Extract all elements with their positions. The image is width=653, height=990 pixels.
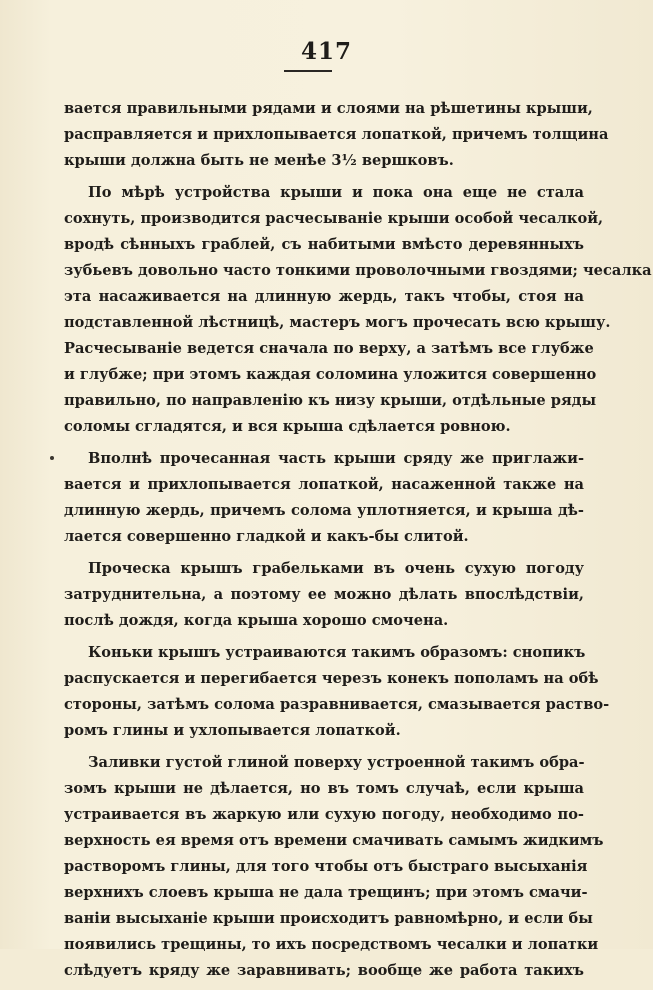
text-line: Заливки густой глиной поверху устроенной такимъ обра- [88, 754, 585, 771]
text-line: зубьевъ довольно часто тонкими проволочными гвоздями; чесалка [64, 262, 652, 279]
text-line: распускается и перегибается черезъ конекъ пополамъ на обѣ [64, 670, 599, 687]
paragraph [64, 446, 584, 550]
text-line: сохнуть, производится расчесываніе крыши особой чесалкой, [64, 210, 604, 227]
text-line: ромъ глины и ухлопывается лопаткой. [64, 722, 401, 739]
text-line: По мѣрѣ устройства крыши и пока она еще не стала [88, 184, 584, 201]
text-line: вается и прихлопывается лопаткой, насаженной также на [64, 476, 584, 493]
text-line: Расчесываніе ведется сначала по верху, а затѣмъ все глубже [64, 340, 594, 357]
text-line: лается совершенно гладкой и какъ-бы слитой. [64, 528, 469, 545]
body-text [64, 96, 652, 990]
paragraph [64, 556, 584, 634]
text-line: вается правильными рядами и слоями на рѣшетины крыши, [64, 100, 593, 117]
text-line: Проческа крышъ грабельками въ очень сухую погоду [88, 560, 584, 577]
page-number-rule [284, 70, 332, 72]
text-line: подставленной лѣстницѣ, мастеръ могъ прочесать всю крышу. [64, 314, 611, 331]
text-line: эта насаживается на длинную жердь, такъ чтобы, стоя на [64, 288, 584, 305]
text-line: соломы сгладятся, и вся крыша сдѣлается ровною. [64, 418, 511, 435]
text-line: растворомъ глины, для того чтобы отъ быстраго высыханія [64, 858, 588, 875]
text-line: крыши должна быть не менѣе 3½ вершковъ. [64, 152, 454, 169]
text-line: устраивается въ жаркую или сухую погоду, необходимо по- [64, 806, 584, 823]
text-line: и глубже; при этомъ каждая соломина уложится совершенно [64, 366, 597, 383]
paragraph [64, 750, 604, 984]
text-line: Вполнѣ прочесанная часть крыши сряду же приглажи- [88, 450, 584, 467]
text-line: расправляется и прихлопывается лопаткой, причемъ толщина [64, 126, 609, 143]
page-number: 417 [300, 38, 352, 65]
text-line: вродѣ сѣнныхъ граблей, съ набитыми вмѣсто деревянныхъ [64, 236, 584, 253]
text-line: длинную жердь, причемъ солома уплотняется, и крыша дѣ- [64, 502, 584, 519]
text-line: зомъ крыши не дѣлается, но въ томъ случаѣ, если крыша [64, 780, 584, 797]
text-line: появились трещины, то ихъ посредствомъ чесалки и лопатки [64, 936, 599, 953]
paragraph [64, 640, 610, 744]
ink-blot [50, 456, 54, 460]
text-line: верхность ея время отъ времени смачивать самымъ жидкимъ [64, 832, 604, 849]
text-line: верхнихъ слоевъ крыша не дала трещинъ; при этомъ смачи- [64, 884, 588, 901]
text-line: слѣдуетъ кряду же заравнивать; вообще же работа такихъ [64, 962, 584, 979]
text-line: затруднительна, а поэтому ее можно дѣлать впослѣдствіи, [64, 586, 584, 603]
text-line: послѣ дождя, когда крыша хорошо смочена. [64, 612, 449, 629]
text-line: Коньки крышъ устраиваются такимъ образомъ: снопикъ [88, 644, 586, 661]
text-line: ваніи высыханіе крыши происходитъ равномѣрно, и если бы [64, 910, 593, 927]
text-line: правильно, по направленію къ низу крыши, отдѣльные ряды [64, 392, 597, 409]
text-line: стороны, затѣмъ солома разравнивается, смазывается раство- [64, 696, 610, 713]
paragraph [64, 96, 609, 174]
paragraph [64, 180, 652, 440]
